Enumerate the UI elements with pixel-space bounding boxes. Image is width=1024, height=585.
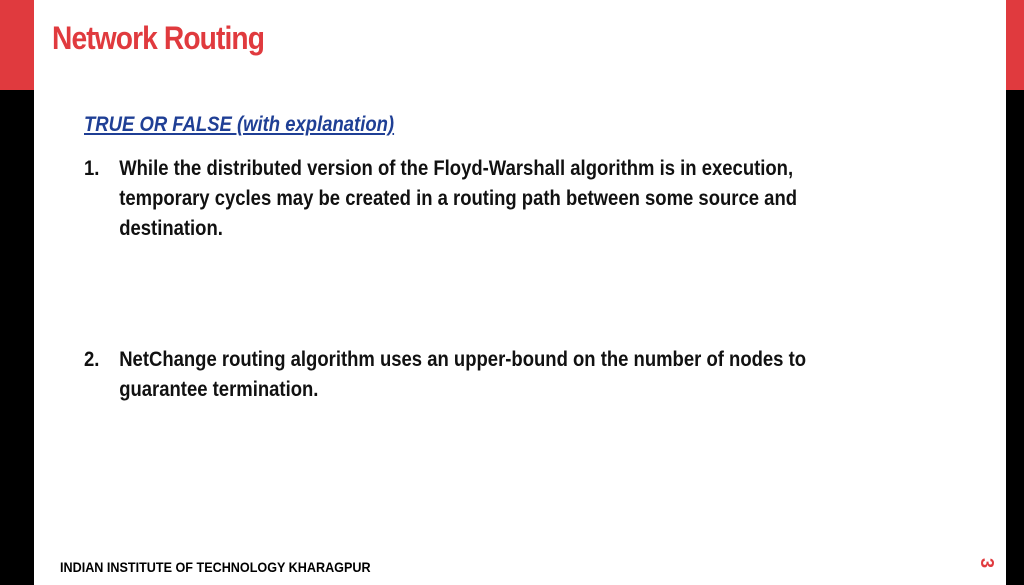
- question-item-1: [84, 154, 876, 244]
- left-accent-bar-black: [0, 90, 34, 585]
- question-text: NetChange routing algorithm uses an upper-bound on the number of nodes to guarantee termination.: [119, 348, 807, 401]
- question-number: 1.: [84, 157, 100, 180]
- left-accent-bar-red: [0, 0, 34, 90]
- question-item-2: [84, 345, 876, 405]
- right-accent-bar-red: [1006, 0, 1024, 90]
- page-number: 3: [977, 557, 997, 568]
- footer-institution: INDIAN INSTITUTE OF TECHNOLOGY KHARAGPUR: [60, 559, 371, 575]
- question-number: 2.: [84, 348, 100, 371]
- section-subtitle: TRUE OR FALSE (with explanation): [84, 113, 395, 136]
- question-text: While the distributed version of the Floyd-Warshall algorithm is in execution, temporary cycles may be created in a routing path between some source and destination.: [119, 157, 798, 240]
- slide-title: Network Routing: [52, 20, 265, 56]
- right-accent-bar-black: [1006, 90, 1024, 585]
